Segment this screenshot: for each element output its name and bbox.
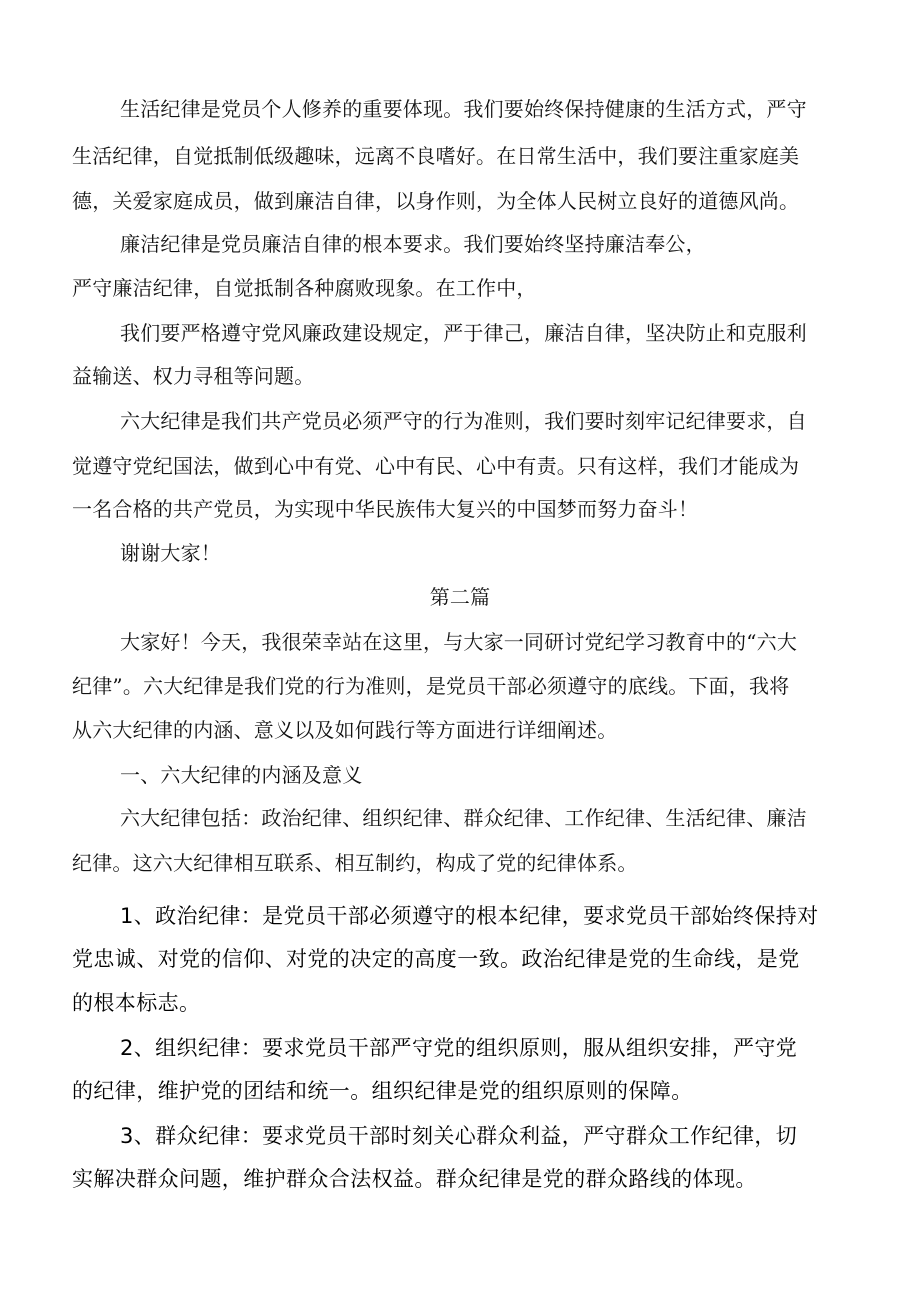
list-item-line: 1、政治纪律：是党员干部必须遵守的根本纪律，要求党员干部始终保持对 [120,904,819,928]
paragraph-line: 觉遵守党纪国法，做到心中有党、心中有民、心中有责。只有这样，我们才能成为 [72,454,800,478]
paragraph-line: 大家好！今天，我很荣幸站在这里，与大家一同研讨党纪学习教育中的“六大 [120,630,798,654]
paragraph-line: 我们要严格遵守党风廉政建设规定，严于律己，廉洁自律，坚决防止和克服利 [120,321,807,345]
paragraph-line: 生活纪律是党员个人修养的重要体现。我们要始终保持健康的生活方式，严守 [120,97,807,121]
paragraph-line: 德，关爱家庭成员，做到廉洁自律，以身作则，为全体人民树立良好的道德风尚。 [72,189,800,213]
section-title: 第二篇 [429,585,491,609]
paragraph-line: 谢谢大家！ [120,541,221,565]
list-item-line: 党忠诚、对党的信仰、对党的决定的高度一致。政治纪律是党的生命线，是党 [72,947,800,971]
section-heading: 一、六大纪律的内涵及意义 [120,763,363,787]
paragraph-line: 益输送、权力寻租等问题。 [72,364,315,388]
list-item-line: 的纪律，维护党的团结和统一。组织纪律是党的组织原则的保障。 [72,1079,693,1103]
paragraph-line: 六大纪律是我们共产党员必须严守的行为准则，我们要时刻牢记纪律要求，自 [120,409,807,433]
paragraph-line: 从六大纪律的内涵、意义以及如何践行等方面进行详细阐述。 [72,718,618,742]
paragraph-line: 严守廉洁纪律，自觉抵制各种腐败现象。在工作中， [72,276,537,300]
paragraph-line: 六大纪律包括：政治纪律、组织纪律、群众纪律、工作纪律、生活纪律、廉洁 [120,806,807,830]
list-item-line: 3、群众纪律：要求党员干部时刻关心群众利益，严守群众工作纪律，切 [120,1124,798,1148]
paragraph-line: 廉洁纪律是党员廉洁自律的根本要求。我们要始终坚持廉洁奉公， [120,232,706,256]
paragraph-line: 纪律。这六大纪律相互联系、相互制约，构成了党的纪律体系。 [72,851,638,875]
list-item-line: 的根本标志。 [72,991,201,1015]
list-item-line: 实解决群众问题，维护群众合法权益。群众纪律是党的群众路线的体现。 [72,1167,757,1191]
paragraph-line: 纪律”。六大纪律是我们党的行为准则，是党员干部必须遵守的底线。下面，我将 [72,674,790,698]
paragraph-line: 一名合格的共产党员，为实现中华民族伟大复兴的中国梦而努力奋斗！ [72,497,699,521]
paragraph-line: 生活纪律，自觉抵制低级趣味，远离不良嗜好。在日常生活中，我们要注重家庭美 [72,144,800,168]
list-item-line: 2、组织纪律：要求党员干部严守党的组织原则，服从组织安排，严守党 [120,1036,798,1060]
